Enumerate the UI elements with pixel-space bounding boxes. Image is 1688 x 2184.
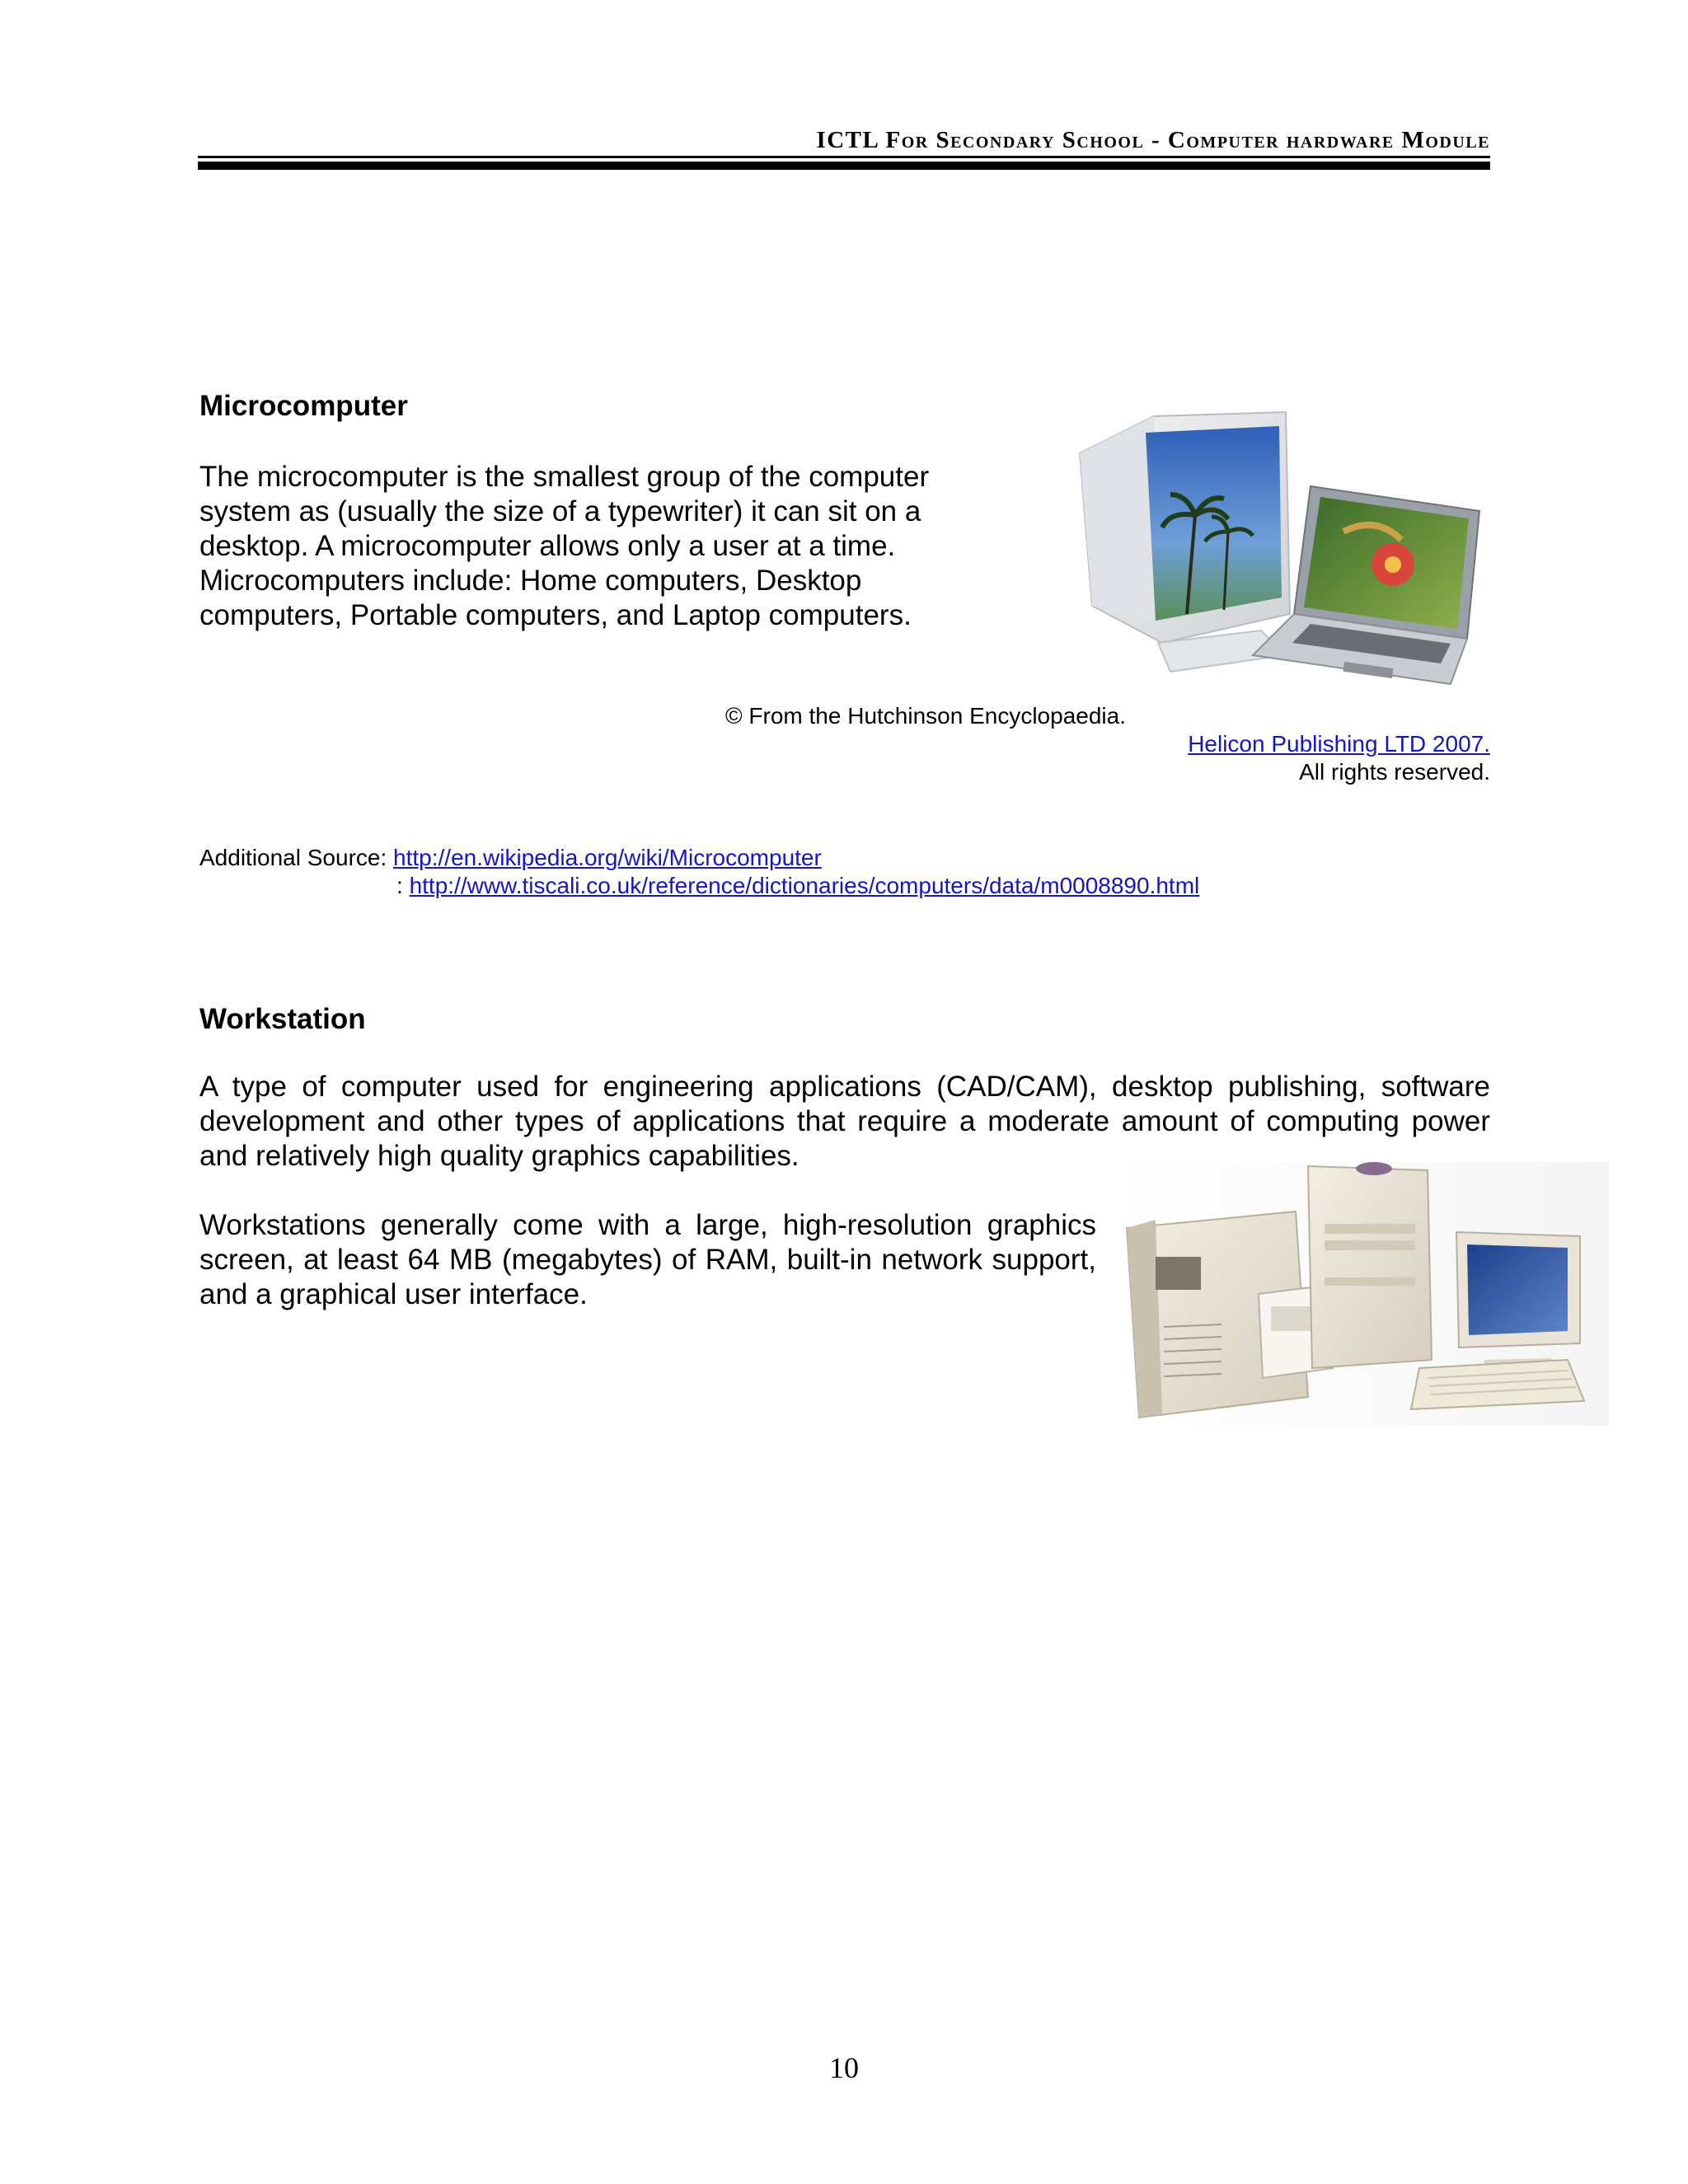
tiscali-link[interactable]: http://www.tiscali.co.uk/reference/dictionaries/computers/data/m0008890.html [409,873,1200,898]
wikipedia-microcomputer-link[interactable]: http://en.wikipedia.org/wiki/Microcomputer [393,845,822,870]
microcomputer-paragraph [199,460,974,633]
microcomputer-illustration [1063,408,1492,692]
header-rule-thick [198,162,1490,170]
workstation-illustration [1123,1162,1609,1426]
microcomputer-heading: Microcomputer [199,390,408,422]
helicon-publishing-link[interactable]: Helicon Publishing LTD 2007. [1188,731,1490,757]
additional-source-line1 [199,844,1485,872]
credit-link-wrap [725,730,1490,758]
microcomputer-line: desktop. A microcomputer allows only a user at a time. [199,530,896,562]
microcomputer-line: system as (usually the size of a typewriter) it can sit on a [199,495,921,527]
page-header-title: ICTL For Secondary School - Computer hardware Module [816,127,1490,153]
credit-line1: © From the Hutchinson Encyclopaedia. [725,703,1126,729]
microcomputer-line: The microcomputer is the smallest group of the computer [199,461,930,493]
workstation-image [1123,1162,1609,1426]
microcomputer-line: computers, Portable computers, and Laptop computers. [199,599,912,631]
credit-rights: All rights reserved. [1299,759,1490,785]
microcomputer-image [1063,408,1492,692]
additional-source-line2 [396,872,1484,900]
page-number: 10 [829,2051,859,2084]
workstation-heading: Workstation [199,1003,366,1035]
workstation-paragraph-1: A type of computer used for engineering applications (CAD/CAM), desktop publishing, software development and other types of applications that require a moderate amount of computing power and relatively high quality graphics capabilities. [199,1071,1490,1172]
workstation-paragraph-2: Workstations generally come with a large, high-resolution graphics screen, at least 64 MB (megabytes) of RAM, built-in network support, and a graphical user interface. [199,1209,1096,1310]
microcomputer-line: Microcomputers include: Home computers, Desktop [199,565,862,597]
header-rule-thin [198,156,1490,158]
additional-source-label: Additional Source: [199,845,387,870]
additional-source-separator: : [396,873,403,898]
